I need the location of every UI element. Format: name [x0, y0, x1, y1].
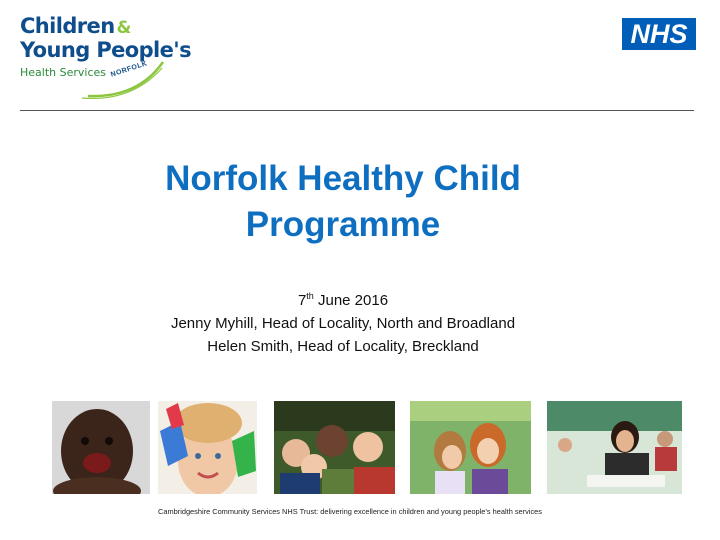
logo-region: NORFOLK	[110, 60, 149, 79]
logo-line-health-services: Health Services	[20, 66, 107, 79]
title-line-2: Programme	[245, 205, 441, 244]
photo-painted-hands	[158, 401, 257, 494]
group-boys-image	[274, 401, 395, 494]
presenter-2: Helen Smith, Head of Locality, Breckland	[207, 338, 479, 355]
photo-baby	[52, 401, 150, 494]
presenter-1: Jenny Myhill, Head of Locality, North and Broadland	[170, 315, 516, 332]
photo-group-boys	[274, 401, 395, 494]
header-divider	[20, 110, 694, 111]
classroom-image	[547, 401, 682, 494]
logo-swoosh-icon	[20, 54, 170, 100]
nhs-logo: NHS	[622, 18, 696, 50]
slide-title	[60, 156, 626, 248]
title-line-1: Norfolk Healthy Child	[165, 159, 521, 198]
logo-ampersand: &	[116, 18, 131, 38]
girls-park-image	[410, 401, 531, 494]
logo-line-children: Children	[20, 14, 115, 38]
cyp-logo	[20, 14, 192, 98]
logo-line-young-people: Young People's	[20, 38, 192, 62]
photo-girls-park	[410, 401, 531, 494]
painted-hands-image	[158, 401, 257, 494]
photo-classroom	[547, 401, 682, 494]
baby-image	[52, 401, 150, 494]
footer-text: Cambridgeshire Community Services NHS Trust: delivering excellence in children and young people’s health services	[158, 507, 542, 516]
presentation-date: 7th June 2016	[297, 291, 389, 309]
